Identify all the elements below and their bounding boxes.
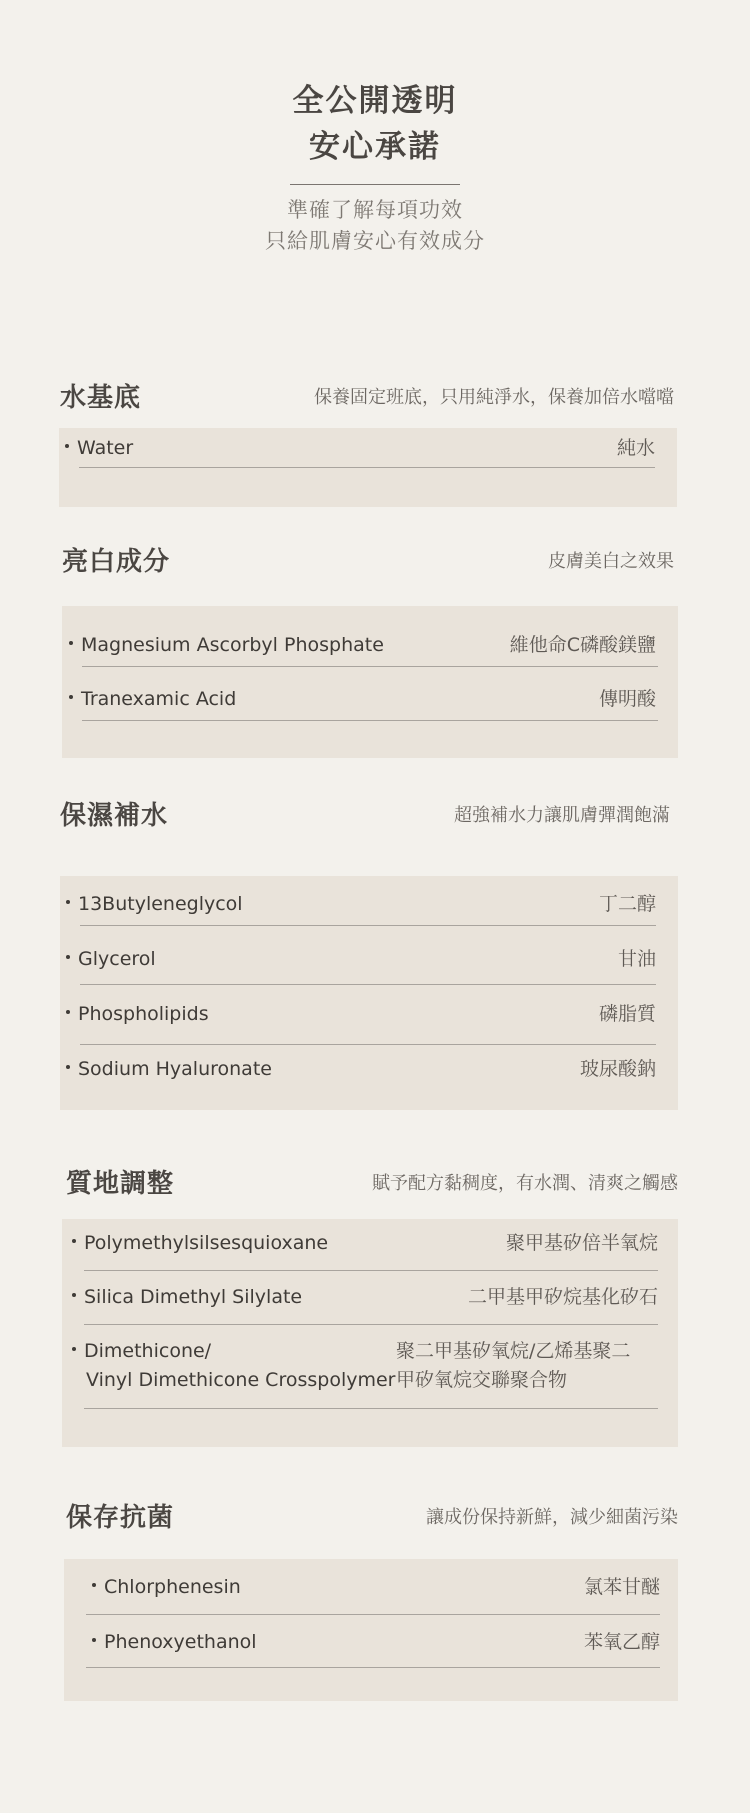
ingredient-name-zh-continued: 甲矽氧烷交聯聚合物 xyxy=(396,1369,568,1391)
ingredient-name-en: Glycerol xyxy=(66,945,156,973)
ingredient-name-zh: 苯氧乙醇 xyxy=(583,1631,660,1653)
ingredient-box xyxy=(59,428,677,507)
ingredient-name-zh: 純水 xyxy=(616,437,655,459)
section-preservation xyxy=(66,1498,678,1538)
section-description: 超強補水力讓肌膚彈潤飽滿 xyxy=(454,805,670,826)
bullet-dot-icon xyxy=(72,1293,76,1297)
bullet-dot-icon xyxy=(92,1638,96,1642)
ingredient-name-en: Dimethicone/ xyxy=(72,1337,211,1365)
bullet-dot-icon xyxy=(72,1239,76,1243)
ingredient-name-en: Phenoxyethanol xyxy=(92,1628,257,1656)
ingredient-box xyxy=(64,1559,678,1701)
ingredient-name-zh: 玻尿酸鈉 xyxy=(579,1058,656,1080)
ingredient-name-zh: 氯苯甘醚 xyxy=(583,1576,660,1598)
row-divider xyxy=(84,1270,658,1271)
ingredient-box xyxy=(62,606,678,758)
section-water-base xyxy=(60,378,674,418)
row-divider xyxy=(86,1614,660,1615)
page-title-line1: 全公開透明 xyxy=(292,83,458,119)
section-description: 賦予配方黏稠度，有水潤、清爽之觸感 xyxy=(372,1173,678,1194)
ingredient-name-zh: 聚甲基矽倍半氧烷 xyxy=(505,1232,658,1254)
ingredient-name-en: Sodium Hyaluronate xyxy=(66,1055,272,1083)
section-title: 保存抗菌 xyxy=(66,1503,175,1533)
bullet-dot-icon xyxy=(66,955,70,959)
ingredient-name-en: Silica Dimethyl Silylate xyxy=(72,1283,302,1311)
bullet-dot-icon xyxy=(72,1347,76,1351)
section-description: 保養固定班底，只用純淨水，保養加倍水噹噹 xyxy=(314,387,674,408)
title-divider xyxy=(290,184,460,185)
section-title: 亮白成分 xyxy=(62,547,171,577)
section-whitening xyxy=(62,542,674,582)
row-divider xyxy=(86,1667,660,1668)
row-divider xyxy=(80,1044,656,1045)
ingredient-name-zh: 磷脂質 xyxy=(598,1003,656,1025)
ingredient-name-zh: 二甲基甲矽烷基化矽石 xyxy=(467,1286,658,1308)
ingredient-name-en: Tranexamic Acid xyxy=(69,685,236,713)
row-divider xyxy=(80,984,656,985)
ingredient-name-en: 13Butyleneglycol xyxy=(66,890,243,918)
ingredient-name-zh: 丁二醇 xyxy=(598,893,656,915)
section-title: 水基底 xyxy=(60,383,142,413)
section-description: 讓成份保持新鮮，減少細菌污染 xyxy=(426,1507,678,1528)
bullet-dot-icon xyxy=(66,900,70,904)
section-title: 質地調整 xyxy=(66,1169,175,1199)
bullet-dot-icon xyxy=(66,1065,70,1069)
page-header xyxy=(0,78,750,257)
ingredient-name-zh: 維他命C磷酸鎂鹽 xyxy=(509,634,656,656)
row-divider xyxy=(80,925,656,926)
ingredient-box xyxy=(60,876,678,1110)
row-divider xyxy=(82,666,658,667)
section-texture xyxy=(66,1164,678,1204)
ingredient-name-en: Chlorphenesin xyxy=(92,1573,241,1601)
bullet-dot-icon xyxy=(66,1010,70,1014)
row-divider xyxy=(79,467,655,468)
page-title-line2: 安心承諾 xyxy=(309,129,441,165)
ingredient-name-en: Magnesium Ascorbyl Phosphate xyxy=(69,631,384,659)
section-title: 保濕補水 xyxy=(60,801,169,831)
ingredient-name-zh: 甘油 xyxy=(617,948,656,970)
section-moisturizing xyxy=(60,796,670,836)
ingredient-name-en-continued: Vinyl Dimethicone Crosspolymer xyxy=(86,1369,396,1391)
bullet-dot-icon xyxy=(69,641,73,645)
ingredient-name-en: Polymethylsilsesquioxane xyxy=(72,1229,328,1257)
bullet-dot-icon xyxy=(65,444,69,448)
ingredient-name-en: Phospholipids xyxy=(66,1000,209,1028)
ingredient-box xyxy=(62,1219,678,1447)
row-divider xyxy=(82,720,658,721)
row-divider xyxy=(84,1408,658,1409)
page-subtitle-line2: 只給肌膚安心有效成分 xyxy=(265,229,485,253)
row-divider xyxy=(84,1324,658,1325)
page-subtitle-line1: 準確了解每項功效 xyxy=(287,198,463,222)
bullet-dot-icon xyxy=(92,1583,96,1587)
ingredient-name-en: Water xyxy=(65,434,133,462)
bullet-dot-icon xyxy=(69,695,73,699)
section-description: 皮膚美白之效果 xyxy=(548,551,674,572)
ingredient-name-zh: 傳明酸 xyxy=(598,688,656,710)
ingredient-name-zh: 聚二甲基矽氧烷/乙烯基聚二 xyxy=(396,1340,631,1362)
